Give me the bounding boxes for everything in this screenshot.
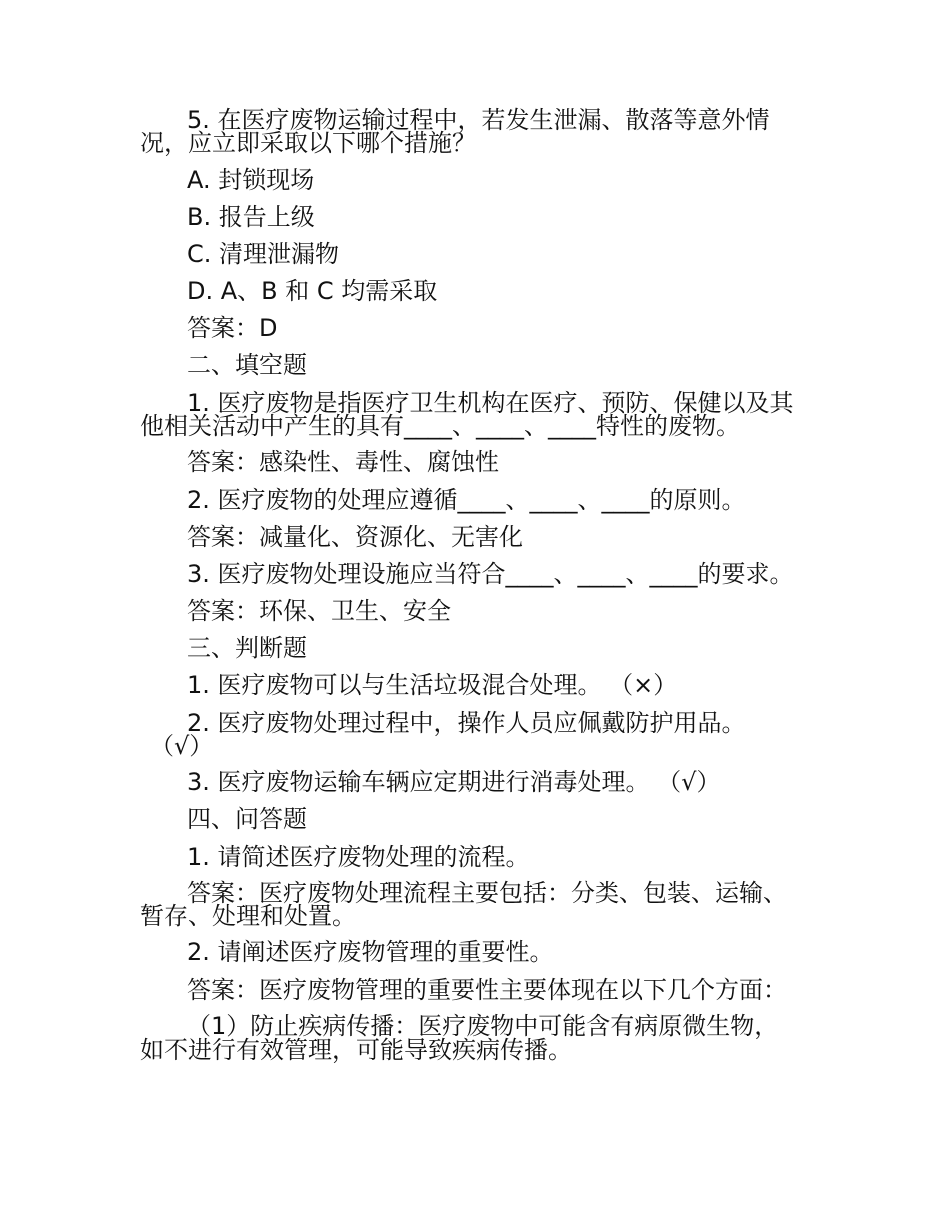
fill-answer3: 答案：环保、卫生、安全 xyxy=(187,597,451,625)
essay-answer2: 答案：医疗废物管理的重要性主要体现在以下几个方面： xyxy=(187,976,787,1004)
q5-line1: 5. 在医疗废物运输过程中，若发生泄漏、散落等意外情 xyxy=(187,106,770,134)
essay-point1-line2: 如不进行有效管理，可能导致疾病传播。 xyxy=(140,1036,572,1064)
fill-q1-line1: 1. 医疗废物是指医疗卫生机构在医疗、预防、保健以及其 xyxy=(187,389,794,417)
judge-q2-line2: （√） xyxy=(150,732,214,760)
essay-point1-line1: （1）防止疾病传播：医疗废物中可能含有病原微生物， xyxy=(187,1012,779,1040)
essay-answer1-line2: 暂存、处理和处置。 xyxy=(140,902,356,930)
fill-answer1: 答案：感染性、毒性、腐蚀性 xyxy=(187,448,499,476)
fill-answer2: 答案：减量化、资源化、无害化 xyxy=(187,523,523,551)
q5-option-c: C. 清理泄漏物 xyxy=(187,240,340,268)
fill-q2: 2. 医疗废物的处理应遵循____、____、____的原则。 xyxy=(187,486,746,514)
essay-heading: 四、问答题 xyxy=(187,805,307,833)
fill-q1-line2: 他相关活动中产生的具有____、____、____特性的废物。 xyxy=(140,412,740,440)
judge-heading: 三、判断题 xyxy=(187,634,307,662)
judge-q2-line1: 2. 医疗废物处理过程中，操作人员应佩戴防护用品。 xyxy=(187,709,746,737)
q5-option-d: D. A、B 和 C 均需采取 xyxy=(187,277,438,305)
essay-q1: 1. 请简述医疗废物处理的流程。 xyxy=(187,843,530,871)
fill-q3: 3. 医疗废物处理设施应当符合____、____、____的要求。 xyxy=(187,560,794,588)
q5-option-b: B. 报告上级 xyxy=(187,203,315,231)
judge-q3: 3. 医疗废物运输车辆应定期进行消毒处理。 （√） xyxy=(187,768,721,796)
judge-q1: 1. 医疗废物可以与生活垃圾混合处理。 （×） xyxy=(187,671,678,699)
q5-line2: 况，应立即采取以下哪个措施？ xyxy=(140,129,476,157)
fill-heading: 二、填空题 xyxy=(187,351,307,379)
essay-q2: 2. 请阐述医疗废物管理的重要性。 xyxy=(187,938,554,966)
q5-option-a: A. 封锁现场 xyxy=(187,166,315,194)
essay-answer1-line1: 答案：医疗废物处理流程主要包括：分类、包装、运输、 xyxy=(187,879,787,907)
q5-answer: 答案：D xyxy=(187,314,278,342)
